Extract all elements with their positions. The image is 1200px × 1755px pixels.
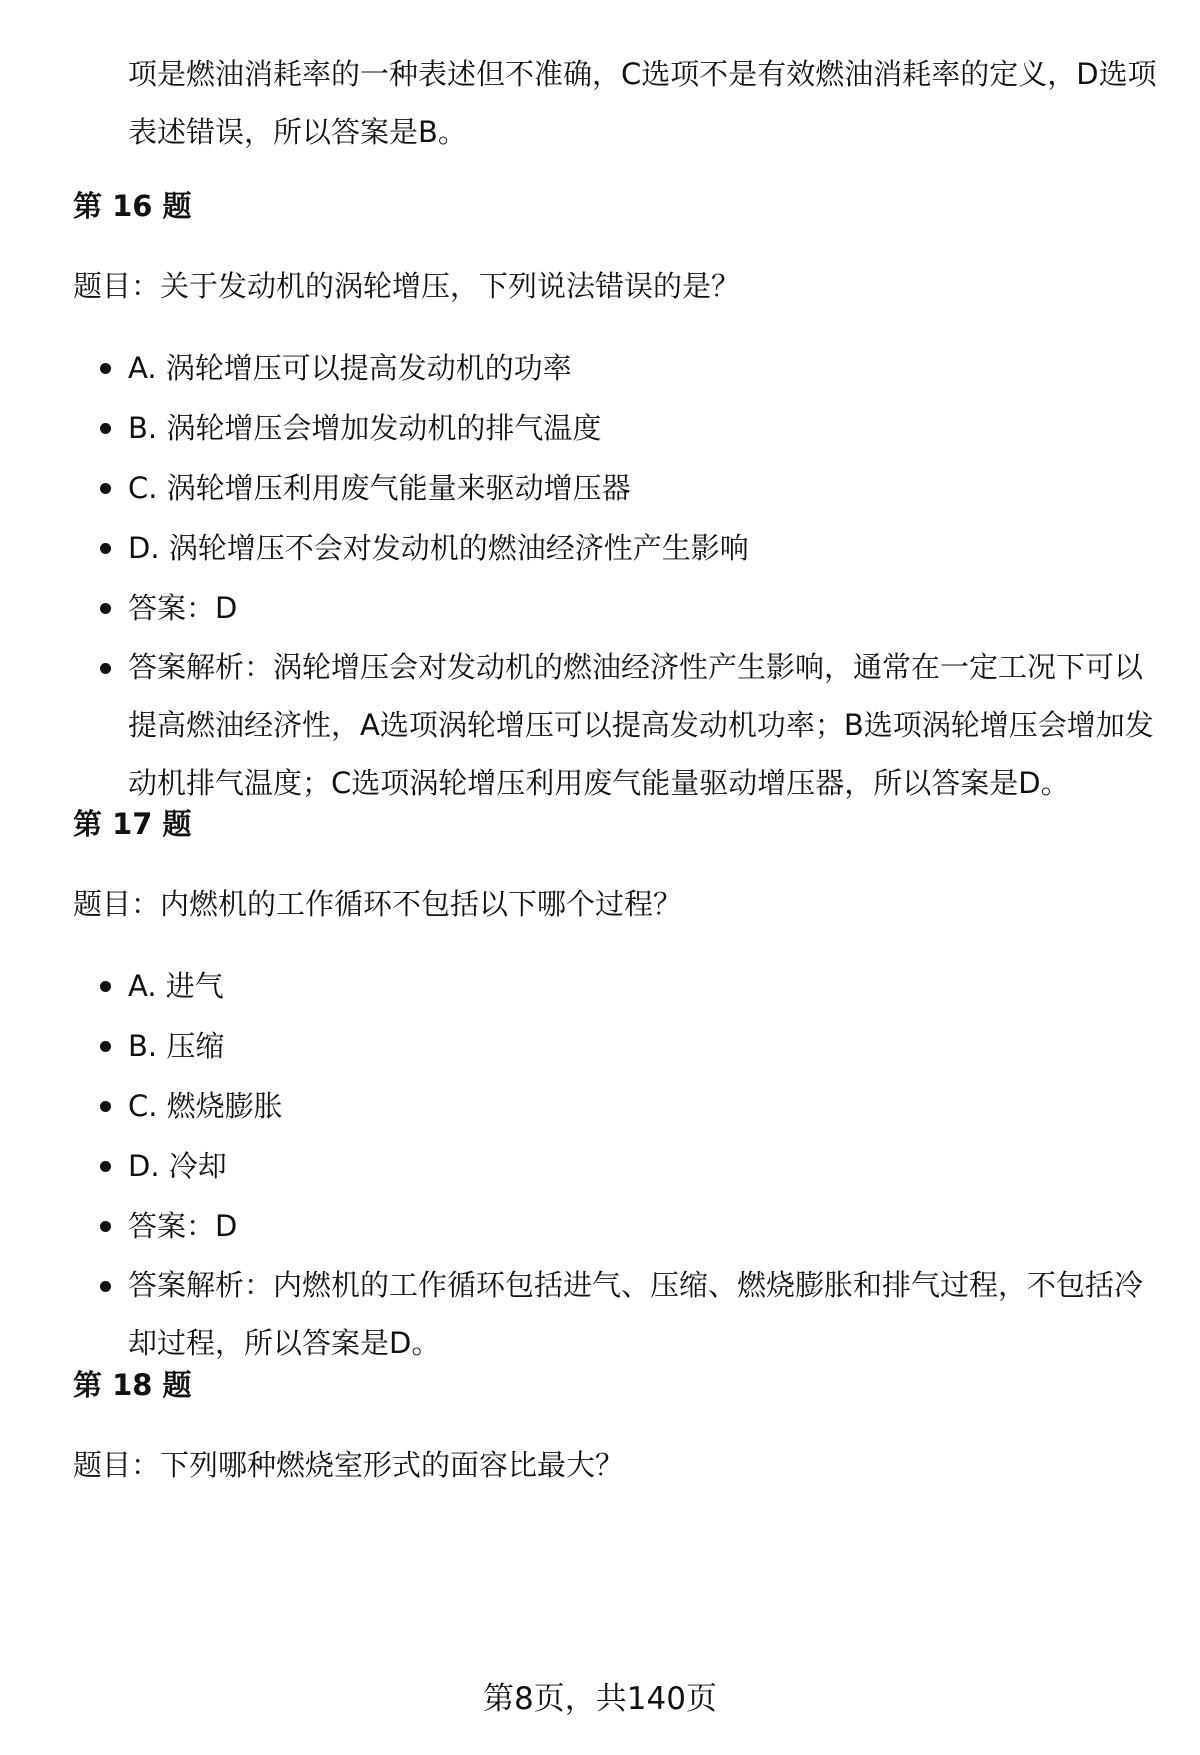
question-16-option-d: D. 涡轮增压不会对发动机的燃油经济性产生影响 (73, 518, 1173, 578)
question-16-answer: 答案：D (73, 578, 1173, 638)
question-17-explanation: 答案解析：内燃机的工作循环包括进气、压缩、燃烧膨胀和排气过程，不包括冷却过程，所以答案是D。 (73, 1256, 1168, 1372)
question-17-answer: 答案：D (73, 1196, 1173, 1256)
question-17-stem: 题目：内燃机的工作循环不包括以下哪个过程？ (73, 887, 683, 921)
question-17-list (73, 956, 1173, 1372)
question-17-title: 第 17 题 (73, 807, 192, 841)
question-18-title: 第 18 题 (73, 1368, 192, 1402)
question-16-stem: 题目：关于发动机的涡轮增压，下列说法错误的是？ (73, 269, 741, 303)
question-16-explanation: 答案解析：涡轮增压会对发动机的燃油经济性产生影响，通常在一定工况下可以提高燃油经济性，A选项涡轮增压可以提高发动机功率；B选项涡轮增压会增加发动机排气温度；C选项涡轮增压利用废气能量驱动增压器，所以答案是D。 (73, 638, 1168, 812)
question-16-option-c: C. 涡轮增压利用废气能量来驱动增压器 (73, 458, 1173, 518)
question-16-option-a: A. 涡轮增压可以提高发动机的功率 (73, 338, 1173, 398)
question-17-option-a: A. 进气 (73, 956, 1173, 1016)
question-17-option-b: B. 压缩 (73, 1016, 1173, 1076)
previous-explanation-continuation: 项是燃油消耗率的一种表述但不准确，C选项不是有效燃油消耗率的定义，D选项表述错误，所以答案是B。 (128, 57, 1157, 149)
question-16-option-b: B. 涡轮增压会增加发动机的排气温度 (73, 398, 1173, 458)
question-18-stem: 题目：下列哪种燃烧室形式的面容比最大？ (73, 1448, 625, 1482)
question-16-title: 第 16 题 (73, 189, 192, 223)
question-16-list (73, 338, 1173, 812)
question-17-option-d: D. 冷却 (73, 1136, 1173, 1196)
page-footer: 第8页，共140页 (483, 1681, 717, 1717)
question-17-option-c: C. 燃烧膨胀 (73, 1076, 1173, 1136)
